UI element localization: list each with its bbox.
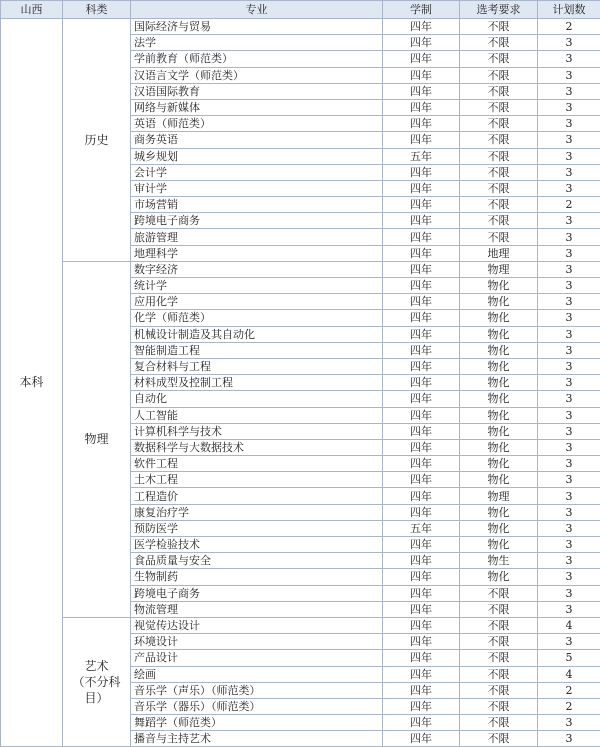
duration-cell: 四年	[383, 294, 460, 310]
plan-cell: 3	[538, 537, 600, 553]
plan-cell: 3	[538, 229, 600, 245]
requirement-cell: 不限	[460, 67, 538, 83]
major-cell: 软件工程	[131, 456, 383, 472]
requirement-cell: 不限	[460, 650, 538, 666]
major-cell: 汉语言文学（师范类）	[131, 67, 383, 83]
level-cell: 本科	[1, 19, 63, 747]
major-cell: 应用化学	[131, 294, 383, 310]
duration-cell: 四年	[383, 310, 460, 326]
duration-cell: 四年	[383, 634, 460, 650]
plan-cell: 3	[538, 342, 600, 358]
duration-cell: 四年	[383, 132, 460, 148]
plan-cell: 3	[538, 83, 600, 99]
duration-cell: 四年	[383, 229, 460, 245]
duration-cell: 四年	[383, 116, 460, 132]
major-cell: 人工智能	[131, 407, 383, 423]
requirement-cell: 不限	[460, 148, 538, 164]
requirement-cell: 物化	[460, 278, 538, 294]
requirement-cell: 不限	[460, 682, 538, 698]
plan-cell: 3	[538, 731, 600, 747]
major-cell: 计算机科学与技术	[131, 423, 383, 439]
plan-cell: 3	[538, 213, 600, 229]
requirement-cell: 物化	[460, 520, 538, 536]
requirement-cell: 不限	[460, 731, 538, 747]
plan-cell: 3	[538, 261, 600, 277]
requirement-cell: 物化	[460, 310, 538, 326]
major-cell: 土木工程	[131, 472, 383, 488]
duration-cell: 四年	[383, 213, 460, 229]
major-cell: 环境设计	[131, 634, 383, 650]
plan-cell: 2	[538, 698, 600, 714]
requirement-cell: 不限	[460, 164, 538, 180]
duration-cell: 四年	[383, 601, 460, 617]
header-requirement: 选考要求	[460, 1, 538, 19]
duration-cell: 四年	[383, 715, 460, 731]
header-duration: 学制	[383, 1, 460, 19]
major-cell: 产品设计	[131, 650, 383, 666]
duration-cell: 四年	[383, 569, 460, 585]
requirement-cell: 物化	[460, 294, 538, 310]
duration-cell: 四年	[383, 537, 460, 553]
major-cell: 会计学	[131, 164, 383, 180]
plan-cell: 3	[538, 294, 600, 310]
requirement-cell: 物化	[460, 375, 538, 391]
requirement-cell: 不限	[460, 99, 538, 115]
major-cell: 统计学	[131, 278, 383, 294]
requirement-cell: 不限	[460, 197, 538, 213]
category-cell: 物理	[63, 261, 131, 617]
major-cell: 国际经济与贸易	[131, 19, 383, 35]
major-cell: 医学检验技术	[131, 537, 383, 553]
requirement-cell: 不限	[460, 213, 538, 229]
requirement-cell: 物化	[460, 407, 538, 423]
duration-cell: 四年	[383, 423, 460, 439]
duration-cell: 四年	[383, 391, 460, 407]
duration-cell: 五年	[383, 520, 460, 536]
plan-cell: 3	[538, 67, 600, 83]
plan-cell: 3	[538, 326, 600, 342]
plan-cell: 3	[538, 407, 600, 423]
plan-cell: 2	[538, 197, 600, 213]
plan-cell: 3	[538, 278, 600, 294]
requirement-cell: 不限	[460, 617, 538, 633]
duration-cell: 四年	[383, 164, 460, 180]
major-cell: 审计学	[131, 180, 383, 196]
plan-cell: 3	[538, 391, 600, 407]
requirement-cell: 不限	[460, 19, 538, 35]
duration-cell: 四年	[383, 245, 460, 261]
duration-cell: 四年	[383, 375, 460, 391]
plan-cell: 3	[538, 601, 600, 617]
requirement-cell: 物化	[460, 423, 538, 439]
major-cell: 跨境电子商务	[131, 585, 383, 601]
major-cell: 机械设计制造及其自动化	[131, 326, 383, 342]
category-cell: 历史	[63, 19, 131, 262]
duration-cell: 四年	[383, 180, 460, 196]
category-cell: 艺术 （不分科 目）	[63, 617, 131, 747]
requirement-cell: 物化	[460, 439, 538, 455]
plan-cell: 3	[538, 51, 600, 67]
major-cell: 物流管理	[131, 601, 383, 617]
major-cell: 生物制药	[131, 569, 383, 585]
duration-cell: 四年	[383, 439, 460, 455]
requirement-cell: 物化	[460, 391, 538, 407]
plan-cell: 2	[538, 682, 600, 698]
plan-cell: 3	[538, 132, 600, 148]
plan-cell: 3	[538, 585, 600, 601]
table-body	[1, 19, 600, 747]
duration-cell: 四年	[383, 35, 460, 51]
requirement-cell: 不限	[460, 634, 538, 650]
plan-cell: 3	[538, 164, 600, 180]
major-cell: 旅游管理	[131, 229, 383, 245]
duration-cell: 四年	[383, 67, 460, 83]
plan-cell: 3	[538, 472, 600, 488]
requirement-cell: 物化	[460, 326, 538, 342]
duration-cell: 四年	[383, 617, 460, 633]
major-cell: 英语（师范类）	[131, 116, 383, 132]
duration-cell: 四年	[383, 666, 460, 682]
header-plan: 计划数	[538, 1, 600, 19]
duration-cell: 四年	[383, 19, 460, 35]
major-cell: 市场营销	[131, 197, 383, 213]
plan-cell: 3	[538, 358, 600, 374]
plan-cell: 3	[538, 180, 600, 196]
plan-cell: 3	[538, 245, 600, 261]
plan-cell: 3	[538, 634, 600, 650]
duration-cell: 四年	[383, 731, 460, 747]
requirement-cell: 不限	[460, 180, 538, 196]
duration-cell: 四年	[383, 197, 460, 213]
plan-cell: 3	[538, 375, 600, 391]
major-cell: 播音与主持艺术	[131, 731, 383, 747]
requirement-cell: 不限	[460, 715, 538, 731]
major-cell: 跨境电子商务	[131, 213, 383, 229]
table-header-row	[1, 1, 600, 19]
major-cell: 智能制造工程	[131, 342, 383, 358]
major-cell: 舞蹈学（师范类）	[131, 715, 383, 731]
plan-cell: 3	[538, 504, 600, 520]
plan-cell: 4	[538, 666, 600, 682]
major-cell: 商务英语	[131, 132, 383, 148]
major-cell: 音乐学（声乐）（师范类）	[131, 682, 383, 698]
requirement-cell: 物化	[460, 537, 538, 553]
requirement-cell: 物化	[460, 358, 538, 374]
header-major: 专业	[131, 1, 383, 19]
plan-cell: 2	[538, 19, 600, 35]
major-cell: 复合材料与工程	[131, 358, 383, 374]
requirement-cell: 物理	[460, 488, 538, 504]
major-cell: 食品质量与安全	[131, 553, 383, 569]
requirement-cell: 不限	[460, 601, 538, 617]
requirement-cell: 不限	[460, 229, 538, 245]
duration-cell: 四年	[383, 553, 460, 569]
duration-cell: 四年	[383, 261, 460, 277]
major-cell: 地理科学	[131, 245, 383, 261]
plan-cell: 3	[538, 148, 600, 164]
duration-cell: 四年	[383, 472, 460, 488]
plan-cell: 3	[538, 99, 600, 115]
duration-cell: 五年	[383, 148, 460, 164]
duration-cell: 四年	[383, 585, 460, 601]
header-province: 山西	[1, 1, 63, 19]
major-cell: 化学（师范类）	[131, 310, 383, 326]
header-category: 科类	[63, 1, 131, 19]
duration-cell: 四年	[383, 326, 460, 342]
plan-cell: 3	[538, 116, 600, 132]
requirement-cell: 不限	[460, 666, 538, 682]
table-row	[1, 261, 600, 277]
major-cell: 学前教育（师范类）	[131, 51, 383, 67]
requirement-cell: 物化	[460, 456, 538, 472]
requirement-cell: 物理	[460, 261, 538, 277]
requirement-cell: 不限	[460, 51, 538, 67]
duration-cell: 四年	[383, 698, 460, 714]
requirement-cell: 物化	[460, 472, 538, 488]
duration-cell: 四年	[383, 278, 460, 294]
plan-cell: 3	[538, 423, 600, 439]
plan-cell: 4	[538, 617, 600, 633]
requirement-cell: 物化	[460, 504, 538, 520]
plan-cell: 3	[538, 456, 600, 472]
major-cell: 音乐学（器乐）（师范类）	[131, 698, 383, 714]
major-cell: 数据科学与大数据技术	[131, 439, 383, 455]
duration-cell: 四年	[383, 358, 460, 374]
major-cell: 康复治疗学	[131, 504, 383, 520]
table-row	[1, 617, 600, 633]
plan-cell: 3	[538, 553, 600, 569]
major-cell: 绘画	[131, 666, 383, 682]
requirement-cell: 物化	[460, 342, 538, 358]
duration-cell: 四年	[383, 83, 460, 99]
major-cell: 法学	[131, 35, 383, 51]
plan-cell: 3	[538, 310, 600, 326]
major-cell: 视觉传达设计	[131, 617, 383, 633]
plan-cell: 3	[538, 35, 600, 51]
major-cell: 网络与新媒体	[131, 99, 383, 115]
duration-cell: 四年	[383, 682, 460, 698]
major-cell: 材料成型及控制工程	[131, 375, 383, 391]
requirement-cell: 不限	[460, 698, 538, 714]
plan-cell: 3	[538, 520, 600, 536]
duration-cell: 四年	[383, 342, 460, 358]
major-cell: 数字经济	[131, 261, 383, 277]
requirement-cell: 不限	[460, 132, 538, 148]
major-cell: 预防医学	[131, 520, 383, 536]
plan-cell: 3	[538, 488, 600, 504]
duration-cell: 四年	[383, 456, 460, 472]
requirement-cell: 不限	[460, 83, 538, 99]
duration-cell: 四年	[383, 488, 460, 504]
duration-cell: 四年	[383, 51, 460, 67]
plan-cell: 5	[538, 650, 600, 666]
requirement-cell: 不限	[460, 35, 538, 51]
major-cell: 汉语国际教育	[131, 83, 383, 99]
duration-cell: 四年	[383, 650, 460, 666]
requirement-cell: 地理	[460, 245, 538, 261]
duration-cell: 四年	[383, 407, 460, 423]
requirement-cell: 不限	[460, 585, 538, 601]
major-cell: 自动化	[131, 391, 383, 407]
major-cell: 城乡规划	[131, 148, 383, 164]
duration-cell: 四年	[383, 504, 460, 520]
plan-cell: 3	[538, 569, 600, 585]
plan-cell: 3	[538, 715, 600, 731]
requirement-cell: 物生	[460, 553, 538, 569]
requirement-cell: 物化	[460, 569, 538, 585]
requirement-cell: 不限	[460, 116, 538, 132]
plan-cell: 3	[538, 439, 600, 455]
table-row	[1, 19, 600, 35]
duration-cell: 四年	[383, 99, 460, 115]
major-cell: 工程造价	[131, 488, 383, 504]
